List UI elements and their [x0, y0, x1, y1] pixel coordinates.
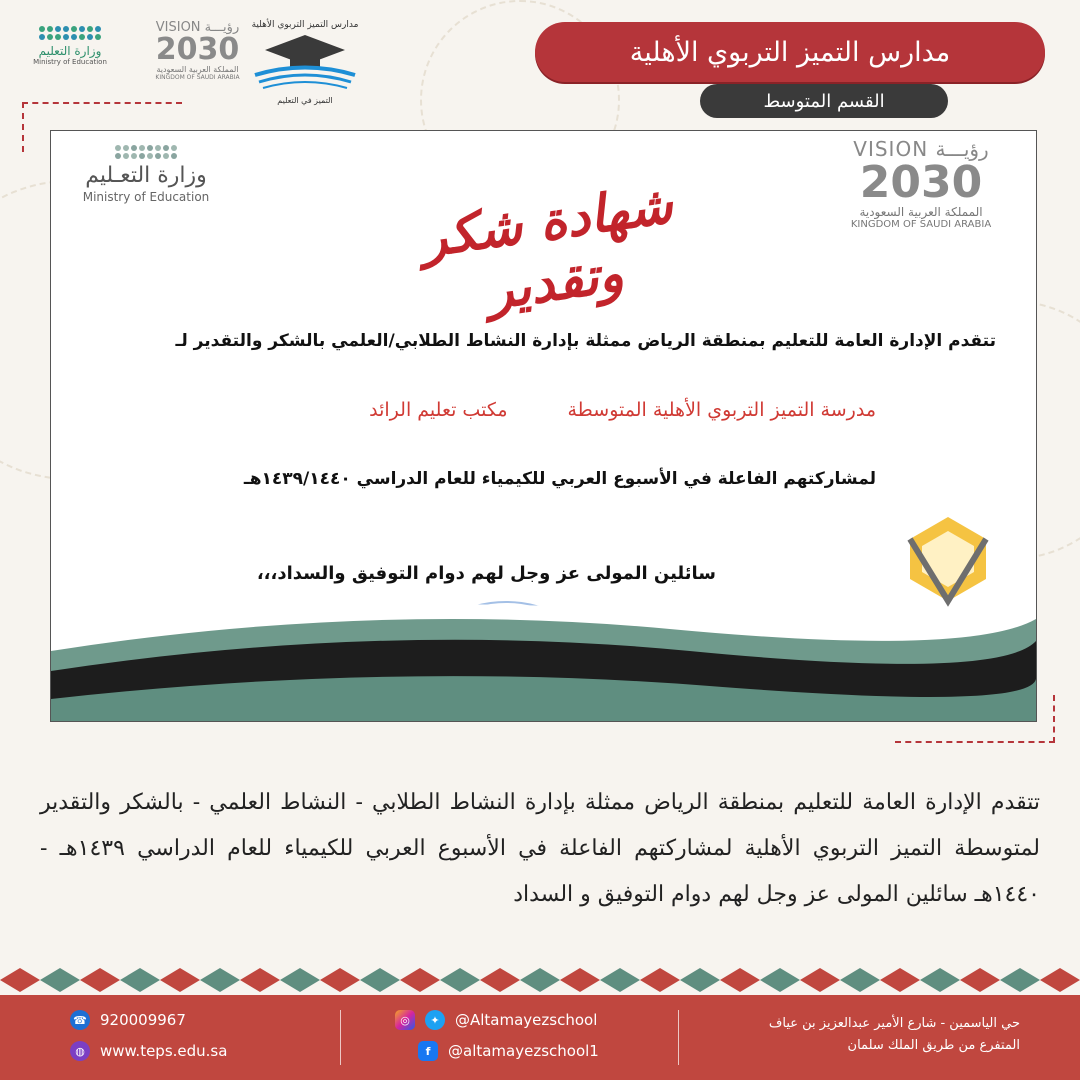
ministry-name-ar: وزارة التعليم: [38, 44, 102, 58]
certificate-title: شهادة شكر وتقدير: [417, 173, 677, 322]
footer-address: [769, 1013, 1020, 1057]
certificate-intro-line: تتقدم الإدارة العامة للتعليم بمنطقة الرياض ممثلة بإدارة النشاط الطلابي/العلمي بالشكر والتقدير لـ: [175, 331, 996, 351]
vision-country-ar: المملكة العربية السعودية: [156, 65, 239, 74]
address-line-2: المتفرع من طريق الملك سلمان: [847, 1038, 1020, 1053]
recipient-school: مدرسة التميز التربوي الأهلية المتوسطة: [567, 399, 876, 421]
cert-vision-country-en: KINGDOM OF SAUDI ARABIA: [850, 219, 992, 230]
globe-icon: ◍: [70, 1041, 90, 1061]
school-logo-top: مدارس التميز التربوي الأهلية: [251, 20, 359, 30]
facebook-icon: f: [418, 1041, 438, 1061]
cert-ministry-name-en: Ministry of Education: [82, 190, 210, 204]
graduation-cap-icon: [245, 30, 365, 92]
phone-icon: ☎: [70, 1010, 90, 1030]
ministry-name-en: Ministry of Education: [33, 58, 107, 66]
phone-number: 920009967: [100, 1011, 186, 1029]
footer-divider-left: [340, 1010, 341, 1065]
school-logo-bottom: التميز في التعليم: [277, 96, 333, 105]
vision-label: VISION رؤيـــة: [155, 20, 240, 35]
ministry-logo: [30, 20, 110, 66]
certificate-reason-line: لمشاركتهم الفاعلة في الأسبوع العربي للكيمياء للعام الدراسي ١٤٣٩/١٤٤٠هـ: [243, 469, 876, 489]
certificate-closing-line: سائلين المولى عز وجل لهم دوام التوفيق والسداد،،،: [256, 563, 716, 584]
footer-phone[interactable]: [70, 1010, 186, 1030]
footer-social-tw-ig[interactable]: [395, 1010, 597, 1030]
social-handle: @Altamayezschool: [455, 1011, 598, 1029]
footer-social-fb[interactable]: [418, 1041, 599, 1061]
decorative-pattern-band: [0, 965, 1080, 995]
twitter-icon: ✦: [425, 1010, 445, 1030]
post-caption: تتقدم الإدارة العامة للتعليم بمنطقة الرياض ممثلة بإدارة النشاط الطلابي - النشاط العلمي - بالشكر والتقدير لمتوسطة التميز التربوي الأهلية لمشاركتهم الفاعلة في الأسبوع العربي للكيمياء للعام الدراسي ١٤٣٩هـ - ١٤٤٠هـ سائلين المولى عز وجل لهم دوام التوفيق و السداد: [40, 790, 1040, 907]
cert-vision-year: 2030: [859, 157, 983, 208]
ministry-dots-icon: [39, 26, 101, 40]
address-line-1: حي الياسمين - شارع الأمير عبدالعزيز بن عياف: [768, 1016, 1020, 1031]
school-logo: [240, 20, 370, 105]
school-name-banner: مدارس التميز التربوي الأهلية: [535, 22, 1045, 82]
instagram-icon: ◎: [395, 1010, 415, 1030]
footer: [0, 995, 1080, 1080]
cert-vision-label: VISION رؤيـــة: [853, 137, 989, 161]
vision-year: 2030: [155, 32, 240, 67]
cert-ministry-logo: [61, 139, 231, 204]
certificate-recipient-line: [369, 399, 876, 421]
vision-country-en: KINGDOM OF SAUDI ARABIA: [155, 74, 240, 81]
certificate-wave-decoration: [51, 591, 1036, 721]
cert-ministry-name-ar: وزارة التعـليم: [85, 163, 207, 188]
footer-divider-right: [678, 1010, 679, 1065]
cert-vision-logo: [836, 137, 1006, 230]
footer-website[interactable]: [70, 1041, 227, 1061]
certificate-image: [50, 130, 1037, 722]
facebook-handle: @altamayezschool1: [448, 1042, 599, 1060]
website-url: www.teps.edu.sa: [100, 1042, 228, 1060]
department-banner: القسم المتوسط: [700, 84, 948, 118]
cert-vision-country-ar: المملكة العربية السعودية: [859, 205, 983, 219]
recipient-office: مكتب تعليم الرائد: [369, 399, 508, 421]
cert-ministry-dots-icon: [115, 145, 177, 159]
